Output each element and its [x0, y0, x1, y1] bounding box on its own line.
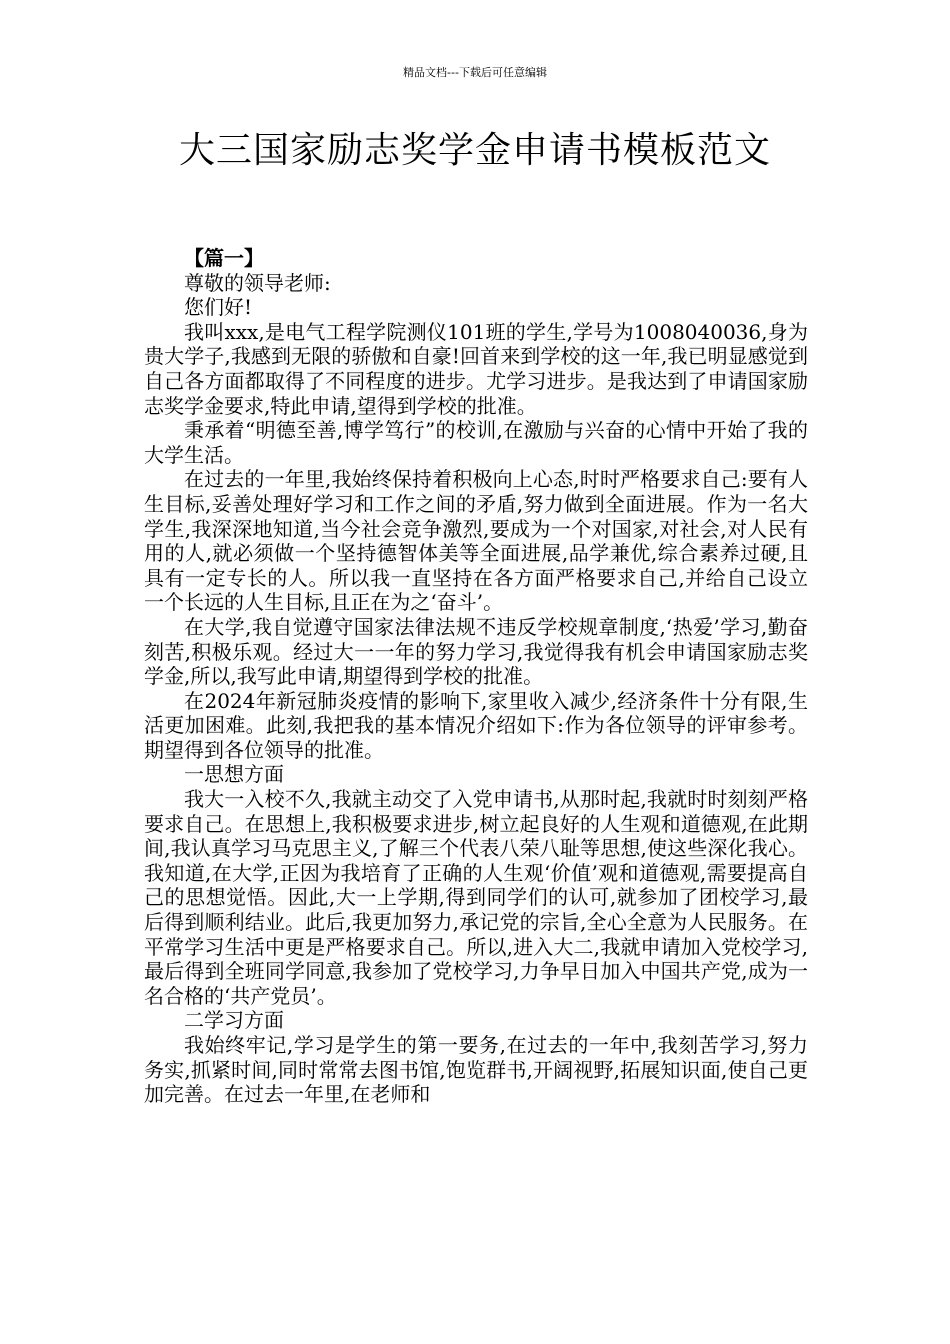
- greeting: 您们好!: [184, 295, 253, 320]
- body-paragraph: 我叫xxx,是电气工程学院测仪101班的学生,学号为1008040036,身为贵大学子,我感到无限的骄傲和自豪!回首来到学校的这一年,我已明显感觉到自己各方面都取得了不同程度的进步。尤学习进步。是我达到了申请国家励志奖学金要求,特此申请,望得到学校的批准。: [144, 319, 808, 418]
- salutation: 尊敬的领导老师:: [184, 270, 331, 295]
- body-paragraph: 我大一入校不久,我就主动交了入党申请书,从那时起,我就时时刻刻严格要求自己。在思想上,我积极要求进步,树立起良好的人生观和道德观,在此期间,我认真学习马克思主义,了解三个代表八荣八耻等思想,使这些深化我心。我知道,在大学,正因为我培育了正确的人生观‘价值’观和道德观,需要提高自己的思想觉悟。因此,大一上学期,得到同学们的认可,就参加了团校学习,最后得到顺利结业。此后,我更加努力,承记党的宗旨,全心全意为人民服务。在平常学习生活中更是严格要求自己。所以,进入大二,我就申请加入党校学习,最后得到全班同学同意,我参加了党校学习,力争早日加入中国共产党,成为一名合格的‘共产党员’。: [144, 787, 808, 1008]
- document-title: 大三国家励志奖学金申请书模板范文: [178, 130, 771, 171]
- body-paragraph: 在大学,我自觉遵守国家法律法规不违反学校规章制度,‘热爱’学习,勤奋刻苦,积极乐观。经过大一一年的努力学习,我觉得我有机会申请国家励志奖学金,所以,我写此申请,期望得到学校的批准。: [144, 614, 808, 689]
- subsection-heading: 二学习方面: [184, 1008, 284, 1033]
- document-body: [144, 246, 808, 1107]
- body-paragraph: 在过去的一年里,我始终保持着积极向上心态,时时严格要求自己:要有人生目标,妥善处理好学习和工作之间的矛盾,努力做到全面进展。作为一名大学生,我深深地知道,当今社会竞争激烈,要成为一个对国家,对社会,对人民有用的人,就必须做一个坚持德智体美等全面进展,品学兼优,综合素养过硬,且具有一定专长的人。所以我一直坚持在各方面严格要求自己,并给自己设立一个长远的人生目标,且正在为之‘奋斗’。: [144, 467, 808, 615]
- section-heading: 【篇一】: [184, 246, 264, 270]
- header-note: 精品文档---下载后可任意编辑: [403, 66, 547, 79]
- subsection-heading: 一思想方面: [184, 762, 284, 787]
- body-paragraph: 我始终牢记,学习是学生的第一要务,在过去的一年中,我刻苦学习,努力务实,抓紧时间,同时常常去图书馆,饱览群书,开阔视野,拓展知识面,使自己更加完善。在过去一年里,在老师和: [144, 1033, 808, 1107]
- body-paragraph: 秉承着“明德至善,博学笃行”的校训,在激励与兴奋的心情中开始了我的大学生活。: [144, 418, 808, 467]
- body-paragraph: 在2024年新冠肺炎疫情的影响下,家里收入减少,经济条件十分有限,生活更加困难。此刻,我把我的基本情况介绍如下:作为各位领导的评审参考。期望得到各位领导的批准。: [144, 688, 808, 762]
